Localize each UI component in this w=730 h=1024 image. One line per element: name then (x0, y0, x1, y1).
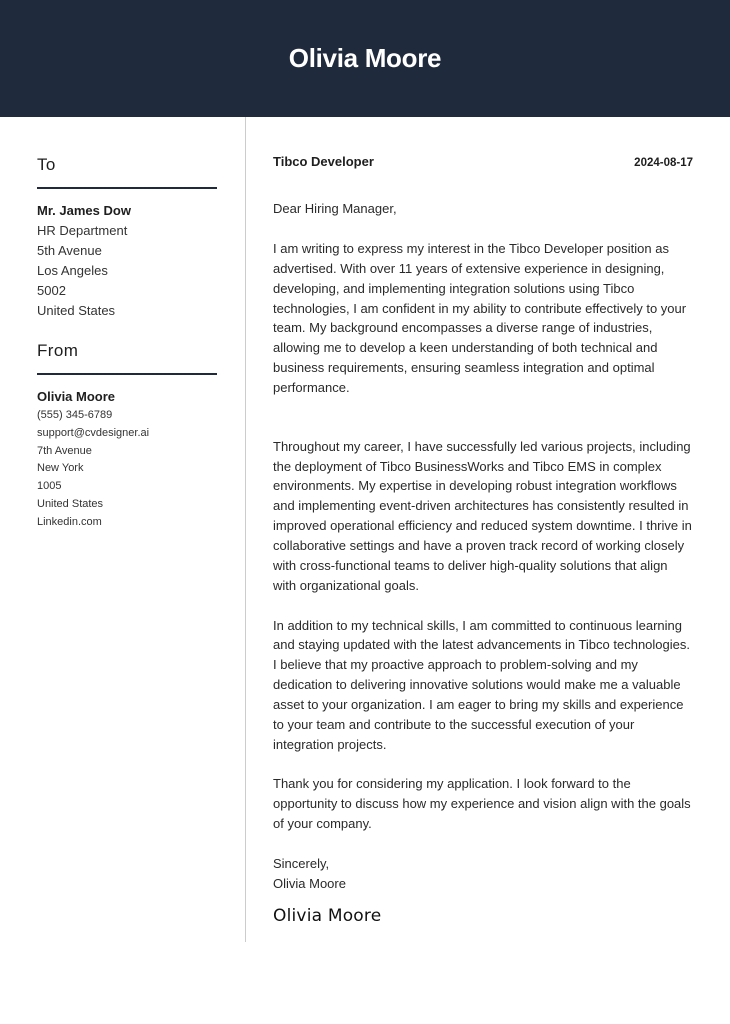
applicant-name: Olivia Moore (288, 43, 442, 73)
sender-city: New York (37, 462, 84, 475)
sender-linkedin: Linkedin.com (37, 515, 102, 528)
from-heading: From (37, 341, 217, 375)
sender-street: 7th Avenue (37, 444, 92, 457)
recipient-department: HR Department (37, 223, 128, 238)
paragraph-1: I am writing to express my interest in the Tibco Developer position as advertised. With over 11 years of extensive experience in designing, developing, and implementing integration solutions using Tibco technologies, I am confident in my ability to contribute effectively to your team. My background encompasses a diverse range of industries, allowing me to develop a keen understanding of both technical and business requirements, ensuring seamless integration and optimal performance. (273, 241, 687, 395)
job-title: Tibco Developer (273, 154, 374, 169)
letter-date: 2024-08-17 (634, 157, 693, 169)
sender-phone: (555) 345-6789 (37, 409, 113, 421)
sender-name: Olivia Moore (37, 389, 116, 404)
paragraph-4: Thank you for considering my application. I look forward to the opportunity to discuss how my experience and vision align with the goals of your company. (273, 776, 691, 832)
recipient-city: Los Angeles (37, 263, 108, 278)
column-divider (245, 117, 246, 942)
sidebar (37, 117, 217, 532)
closing-block (273, 854, 693, 894)
paragraph-2: Throughout my career, I have successfully led various projects, including the deployment of Tibco BusinessWorks and Tibco EMS in complex environments. My expertise in developing robust integration workflows and implementing event-driven architectures has consistently resulted in improved operational efficiency and reduced system downtime. I thrive in collaborative settings and have a proven track record of working closely with cross-functional teams to deliver high-quality solutions that align with organizational goals. (273, 438, 692, 593)
salutation: Dear Hiring Manager, (273, 201, 397, 216)
sender-block (37, 387, 217, 532)
recipient-country: United States (37, 303, 116, 318)
sender-postcode: 1005 (37, 480, 62, 493)
signature: Olivia Moore (273, 905, 382, 926)
closing-name: Olivia Moore (273, 875, 346, 891)
closing-phrase: Sincerely, (273, 855, 330, 871)
sender-email: support@cvdesigner.ai (37, 426, 150, 439)
recipient-postcode: 5002 (37, 283, 66, 298)
recipient-name: Mr. James Dow (37, 203, 131, 218)
header-banner (0, 0, 730, 117)
letter-body (273, 154, 693, 926)
paragraph-3: In addition to my technical skills, I am committed to continuous learning and staying updated with the latest advancements in Tibco technologies. I believe that my proactive approach to problem-solving and my dedication to delivering innovative solutions would make me a valuable asset to your organization. I am eager to bring my skills and experience to your team and contribute to the successful execution of your integration projects. (273, 617, 690, 752)
recipient-street: 5th Avenue (37, 243, 102, 258)
letter-title-row (273, 154, 693, 169)
recipient-block (37, 201, 217, 321)
sender-country: United States (37, 497, 104, 510)
to-heading: To (37, 155, 217, 189)
